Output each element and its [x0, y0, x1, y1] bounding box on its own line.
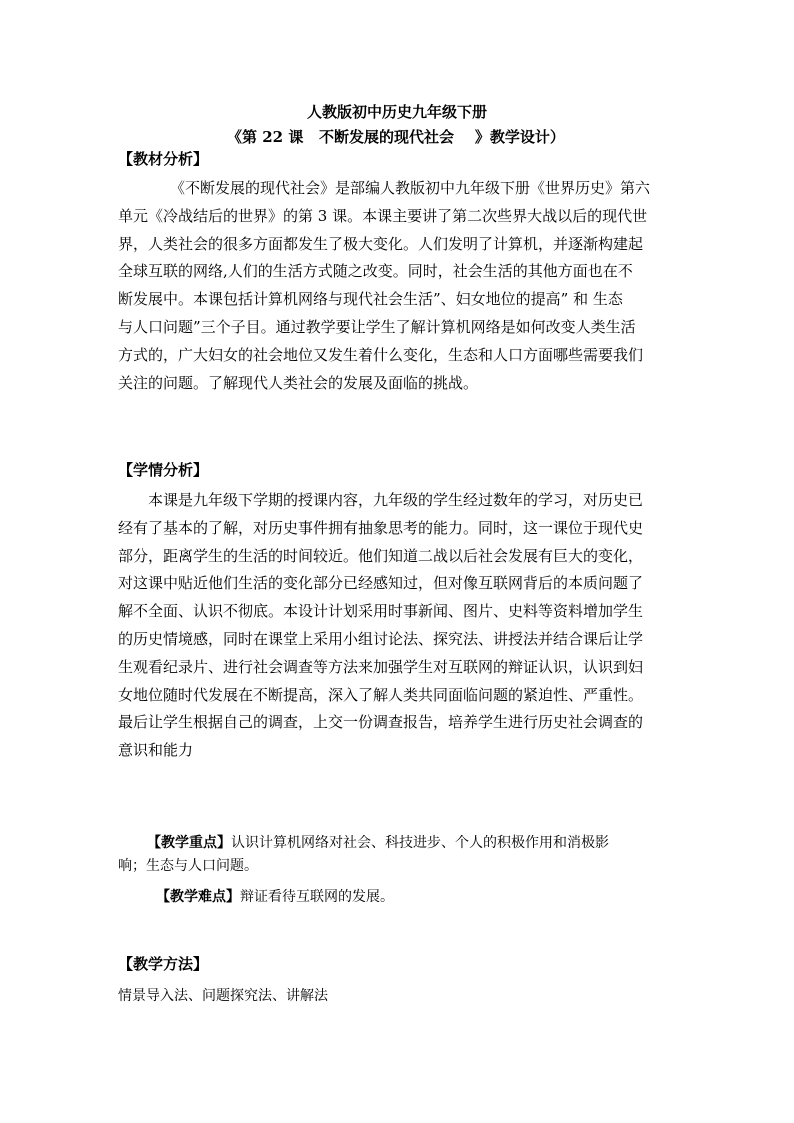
- paragraph-student-analysis: [118, 487, 643, 765]
- paragraph-line: 关注的问题。了解现代人类社会的发展及面临的挑战。: [118, 373, 479, 392]
- paragraph-line: 方式的，广大妇女的社会地位又发生着什么变化，生态和人口方面哪些需要我们: [118, 345, 644, 364]
- paragraph-line: 界，人类社会的很多方面都发生了极大变化。人们发明了计算机，并逐渐构建起: [118, 234, 644, 253]
- block-difficult-points: [118, 886, 678, 909]
- paragraph-line: 部分，距离学生的生活的时间较近。他们知道二战以后社会发展有巨大的变化，: [118, 546, 644, 565]
- paragraph-line: 对这课中贴近他们生活的变化部分已经感知过，但对像互联网背后的本质问题了: [118, 574, 644, 593]
- paragraph-line: 断发展中。本课包括计算机网络与现代社会生活”、妇女地位的提高” 和 生态: [118, 290, 623, 309]
- key-points-label: 【教学重点】: [147, 835, 231, 851]
- paragraph-line: 单元《冷战结后的世界》的第 3 课。本课主要讲了第二次些界大战以后的现代世: [118, 206, 648, 225]
- paragraph-line: 与人口问题”三个子目。通过教学要让学生了解计算机网络是如何改变人类生活: [118, 317, 636, 336]
- block-key-points: [118, 832, 678, 878]
- paragraph-line: 意识和能力: [118, 741, 194, 760]
- paragraph-line: 最后让学生根据自己的调查，上交一份调查报告，培养学生进行历史社会调查的: [118, 713, 644, 732]
- heading-student-analysis: 【学情分析】: [118, 461, 209, 479]
- paragraph-line: 《不断发展的现代社会》是部编人教版初中九年级下册《世界历史》第六: [170, 179, 651, 197]
- difficult-points-text: 辩证看待互联网的发展。: [240, 889, 394, 905]
- teaching-methods-text: 情景导入法、问题探究法、讲解法: [118, 988, 328, 1004]
- heading-teaching-methods: 【教学方法】: [118, 955, 209, 973]
- paragraph-line: 生观看纪录片、进行社会调查等方法来加强学生对互联网的辩证认识，认识到妇: [118, 657, 644, 676]
- difficult-points-label: 【教学难点】: [156, 889, 240, 905]
- document-subtitle: 《第 22 课 不断发展的现代社会 》教学设计）: [227, 128, 565, 146]
- paragraph-line: 经有了基本的了解，对历史事件拥有抽象思考的能力。同时，这一课位于现代史: [118, 518, 644, 537]
- paragraph-line: 解不全面、认识不彻底。本设计计划采用时事新闻、图片、史料等资料增加学生: [118, 602, 644, 621]
- paragraph-line: 女地位随时代发展在不断提高，深入了解人类共同面临问题的紧迫性、严重性。: [118, 685, 644, 704]
- paragraph-line: 的历史情境感，同时在课堂上采用小组讨论法、探究法、讲授法并结合课后让学: [118, 629, 644, 648]
- key-points-text: 认识计算机网络对社会、科技进步、个人的积极作用和消极影: [231, 835, 609, 851]
- heading-textbook-analysis: 【教材分析】: [118, 150, 209, 168]
- key-points-line: [118, 832, 678, 855]
- paragraph-textbook-analysis: [118, 175, 650, 397]
- document-title: 人教版初中历史九年级下册: [306, 103, 487, 121]
- difficult-points-line: [118, 886, 678, 909]
- paragraph-line: 本课是九年级下学期的授课内容，九年级的学生经过数年的学习，对历史已: [148, 491, 644, 509]
- paragraph-line: 全球互联的网络,人们的生活方式随之改变。同时，社会生活的其他方面也在不: [118, 262, 633, 281]
- key-points-line: 响；生态与人口问题。: [118, 858, 258, 874]
